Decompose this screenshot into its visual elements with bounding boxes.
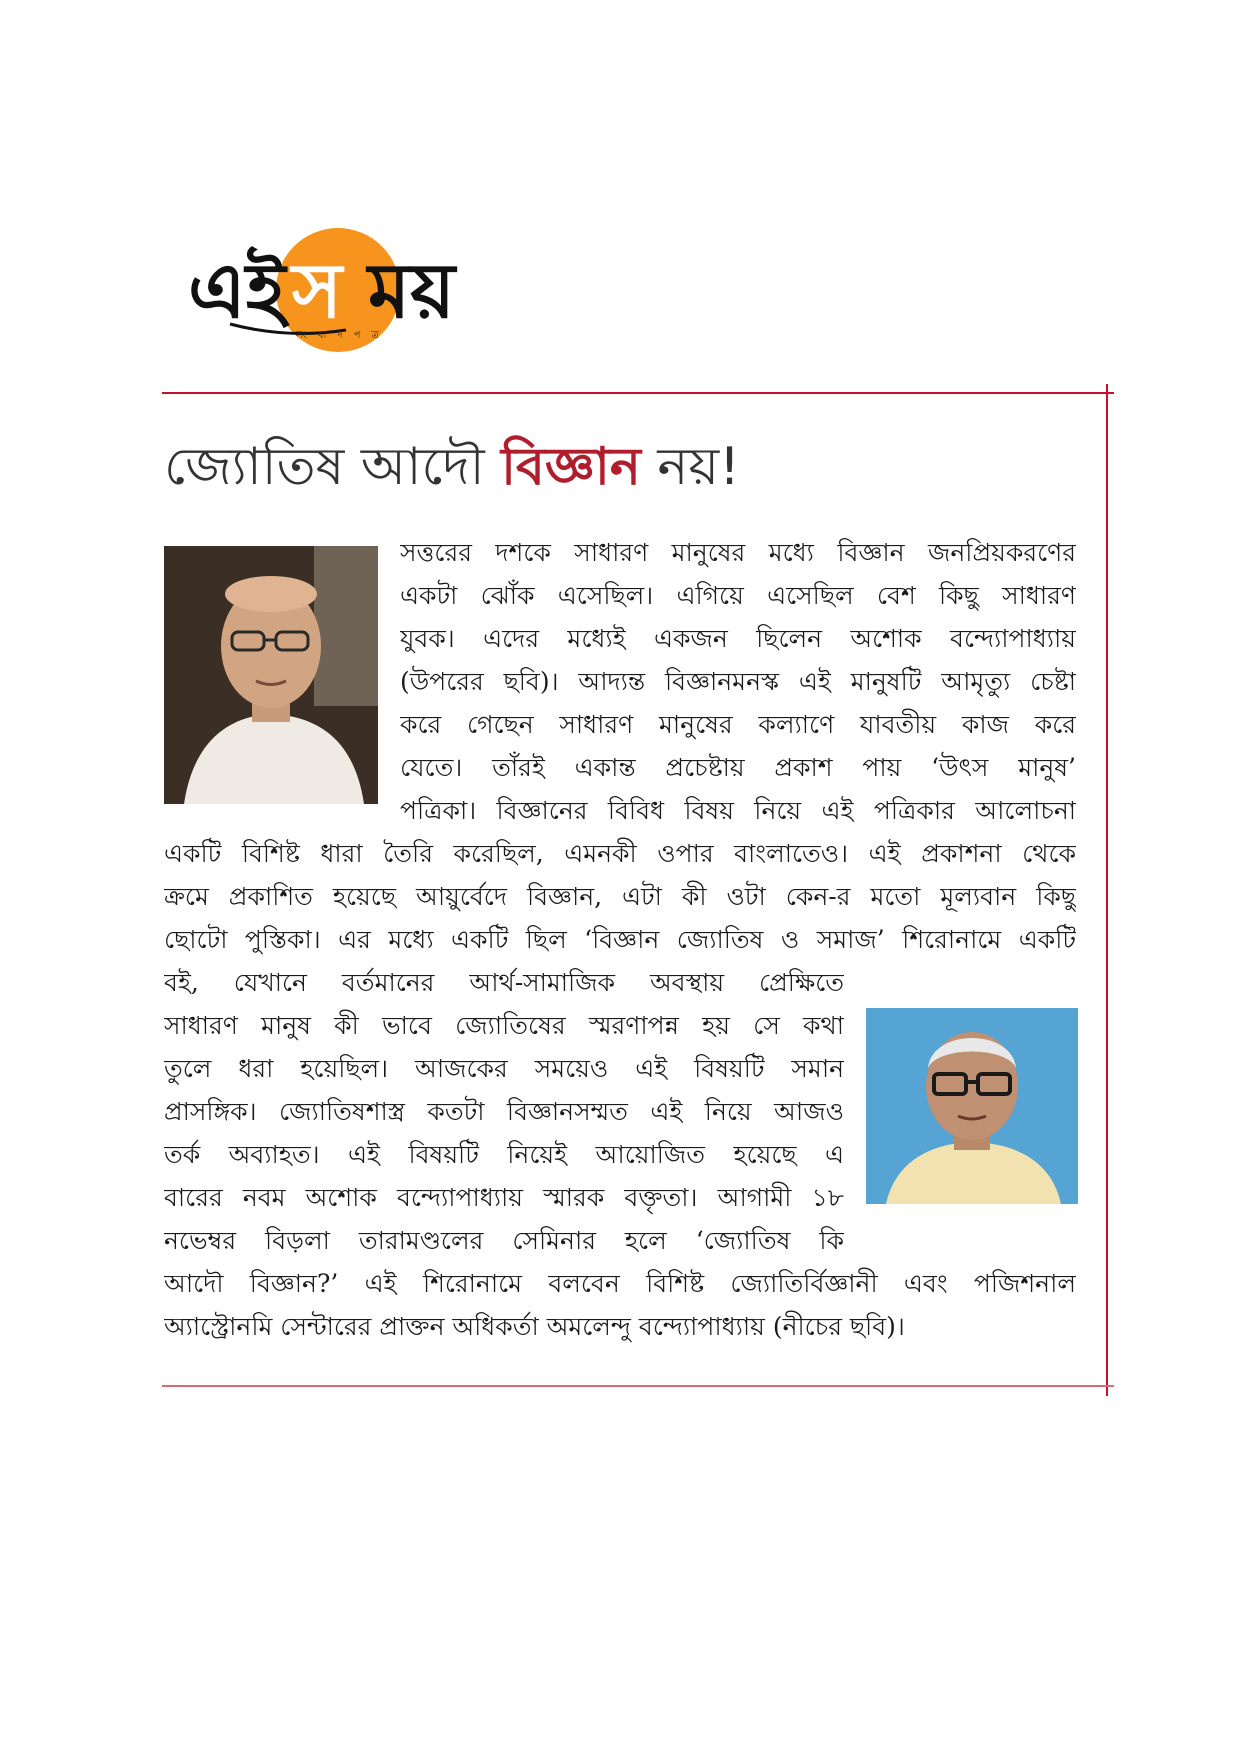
- body-line-13: তুলে ধরা হয়েছিল। আজকের সময়েও এই বিষয়টি সমান: [164, 1054, 844, 1083]
- logo-word-part-2: স: [292, 246, 343, 335]
- body-line-2: একটা ঝোঁক এসেছিল। এগিয়ে এসেছিল বেশ কিছু সাধারণ: [400, 581, 1076, 610]
- portrait-photo-amalendu: [866, 1008, 1078, 1204]
- portrait-photo-ashok: [164, 546, 378, 804]
- body-line-5: করে গেছেন সাধারণ মানুষের কল্যাণে যাবতীয় কাজ করে: [400, 710, 1076, 739]
- body-line-12: সাধারণ মানুষ কী ভাবে জ্যোতিষের স্মরণাপন্ন হয় সে কথা: [164, 1011, 844, 1040]
- masthead-logo: [188, 224, 478, 360]
- body-line-8: একটি বিশিষ্ট ধারা তৈরি করেছিল, এমনকী ওপার বাংলাতেও। এই প্রকাশনা থেকে: [164, 839, 1076, 868]
- body-line-1: সত্তরের দশকে সাধারণ মানুষের মধ্যে বিজ্ঞান জনপ্রিয়করণের: [400, 538, 1076, 567]
- body-line-18: আদৌ বিজ্ঞান?’ এই শিরোনামে বলবেন বিশিষ্ট জ্যোতির্বিজ্ঞানী এবং পজিশনাল: [164, 1269, 1076, 1298]
- body-line-16: বারের নবম অশোক বন্দ্যোপাধ্যায় স্মারক বক্তৃতা। আগামী ১৮: [164, 1183, 844, 1212]
- body-line-19: অ্যাস্ট্রোনমি সেন্টারের প্রাক্তন অধিকর্তা অমলেন্দু বন্দ্যোপাধ্যায় (নীচের ছবি)।: [164, 1312, 905, 1341]
- logo-word-part-1: এই: [188, 246, 286, 335]
- bottom-divider: [162, 1385, 1114, 1387]
- body-line-7: পত্রিকা। বিজ্ঞানের বিবিধ বিষয় নিয়ে এই পত্রিকার আলোচনা: [400, 796, 1076, 825]
- body-line-17: নভেম্বর বিড়লা তারামণ্ডলের সেমিনার হলে ‘জ্যোতিষ কি: [164, 1226, 844, 1255]
- logo-tagline: সংবাদপত্র: [296, 330, 390, 341]
- logo-word-part-3: ময়: [368, 246, 455, 335]
- body-line-15: তর্ক অব্যাহত। এই বিষয়টি নিয়েই আয়োজিত হয়েছে এ: [164, 1140, 844, 1169]
- right-divider: [1106, 384, 1108, 1396]
- portrait-illustration: [164, 546, 378, 804]
- headline: [164, 432, 740, 502]
- portrait-illustration-2: [866, 1008, 1078, 1204]
- body-line-4: (উপরের ছবি)। আদ্যন্ত বিজ্ঞানমনস্ক এই মানুষটি আমৃত্যু চেষ্টা: [400, 667, 1076, 696]
- headline-after: নয়!: [640, 437, 740, 497]
- body-line-9: ক্রমে প্রকাশিত হয়েছে আয়ুর্বেদে বিজ্ঞান, এটা কী ওটা কেন-র মতো মূল্যবান কিছু: [164, 882, 1076, 911]
- headline-accent-word: বিজ্ঞান: [501, 437, 641, 497]
- body-line-11: বই, যেখানে বর্তমানের আর্থ-সামাজিক অবস্থায় প্রেক্ষিতে: [164, 968, 844, 997]
- body-line-3: যুবক। এদের মধ্যেই একজন ছিলেন অশোক বন্দ্যোপাধ্যায়: [400, 624, 1076, 653]
- body-line-6: যেতে। তাঁরই একান্ত প্রচেষ্টায় প্রকাশ পায় ‘উৎস মানুষ’: [400, 753, 1076, 782]
- headline-before: জ্যোতিষ আদৌ: [164, 437, 502, 497]
- body-line-14: প্রাসঙ্গিক। জ্যোতিষশাস্ত্র কতটা বিজ্ঞানসম্মত এই নিয়ে আজও: [164, 1097, 844, 1126]
- body-line-10: ছোটো পুস্তিকা। এর মধ্যে একটি ছিল ‘বিজ্ঞান জ্যোতিষ ও সমাজ’ শিরোনামে একটি: [164, 925, 1076, 954]
- top-divider: [162, 392, 1114, 394]
